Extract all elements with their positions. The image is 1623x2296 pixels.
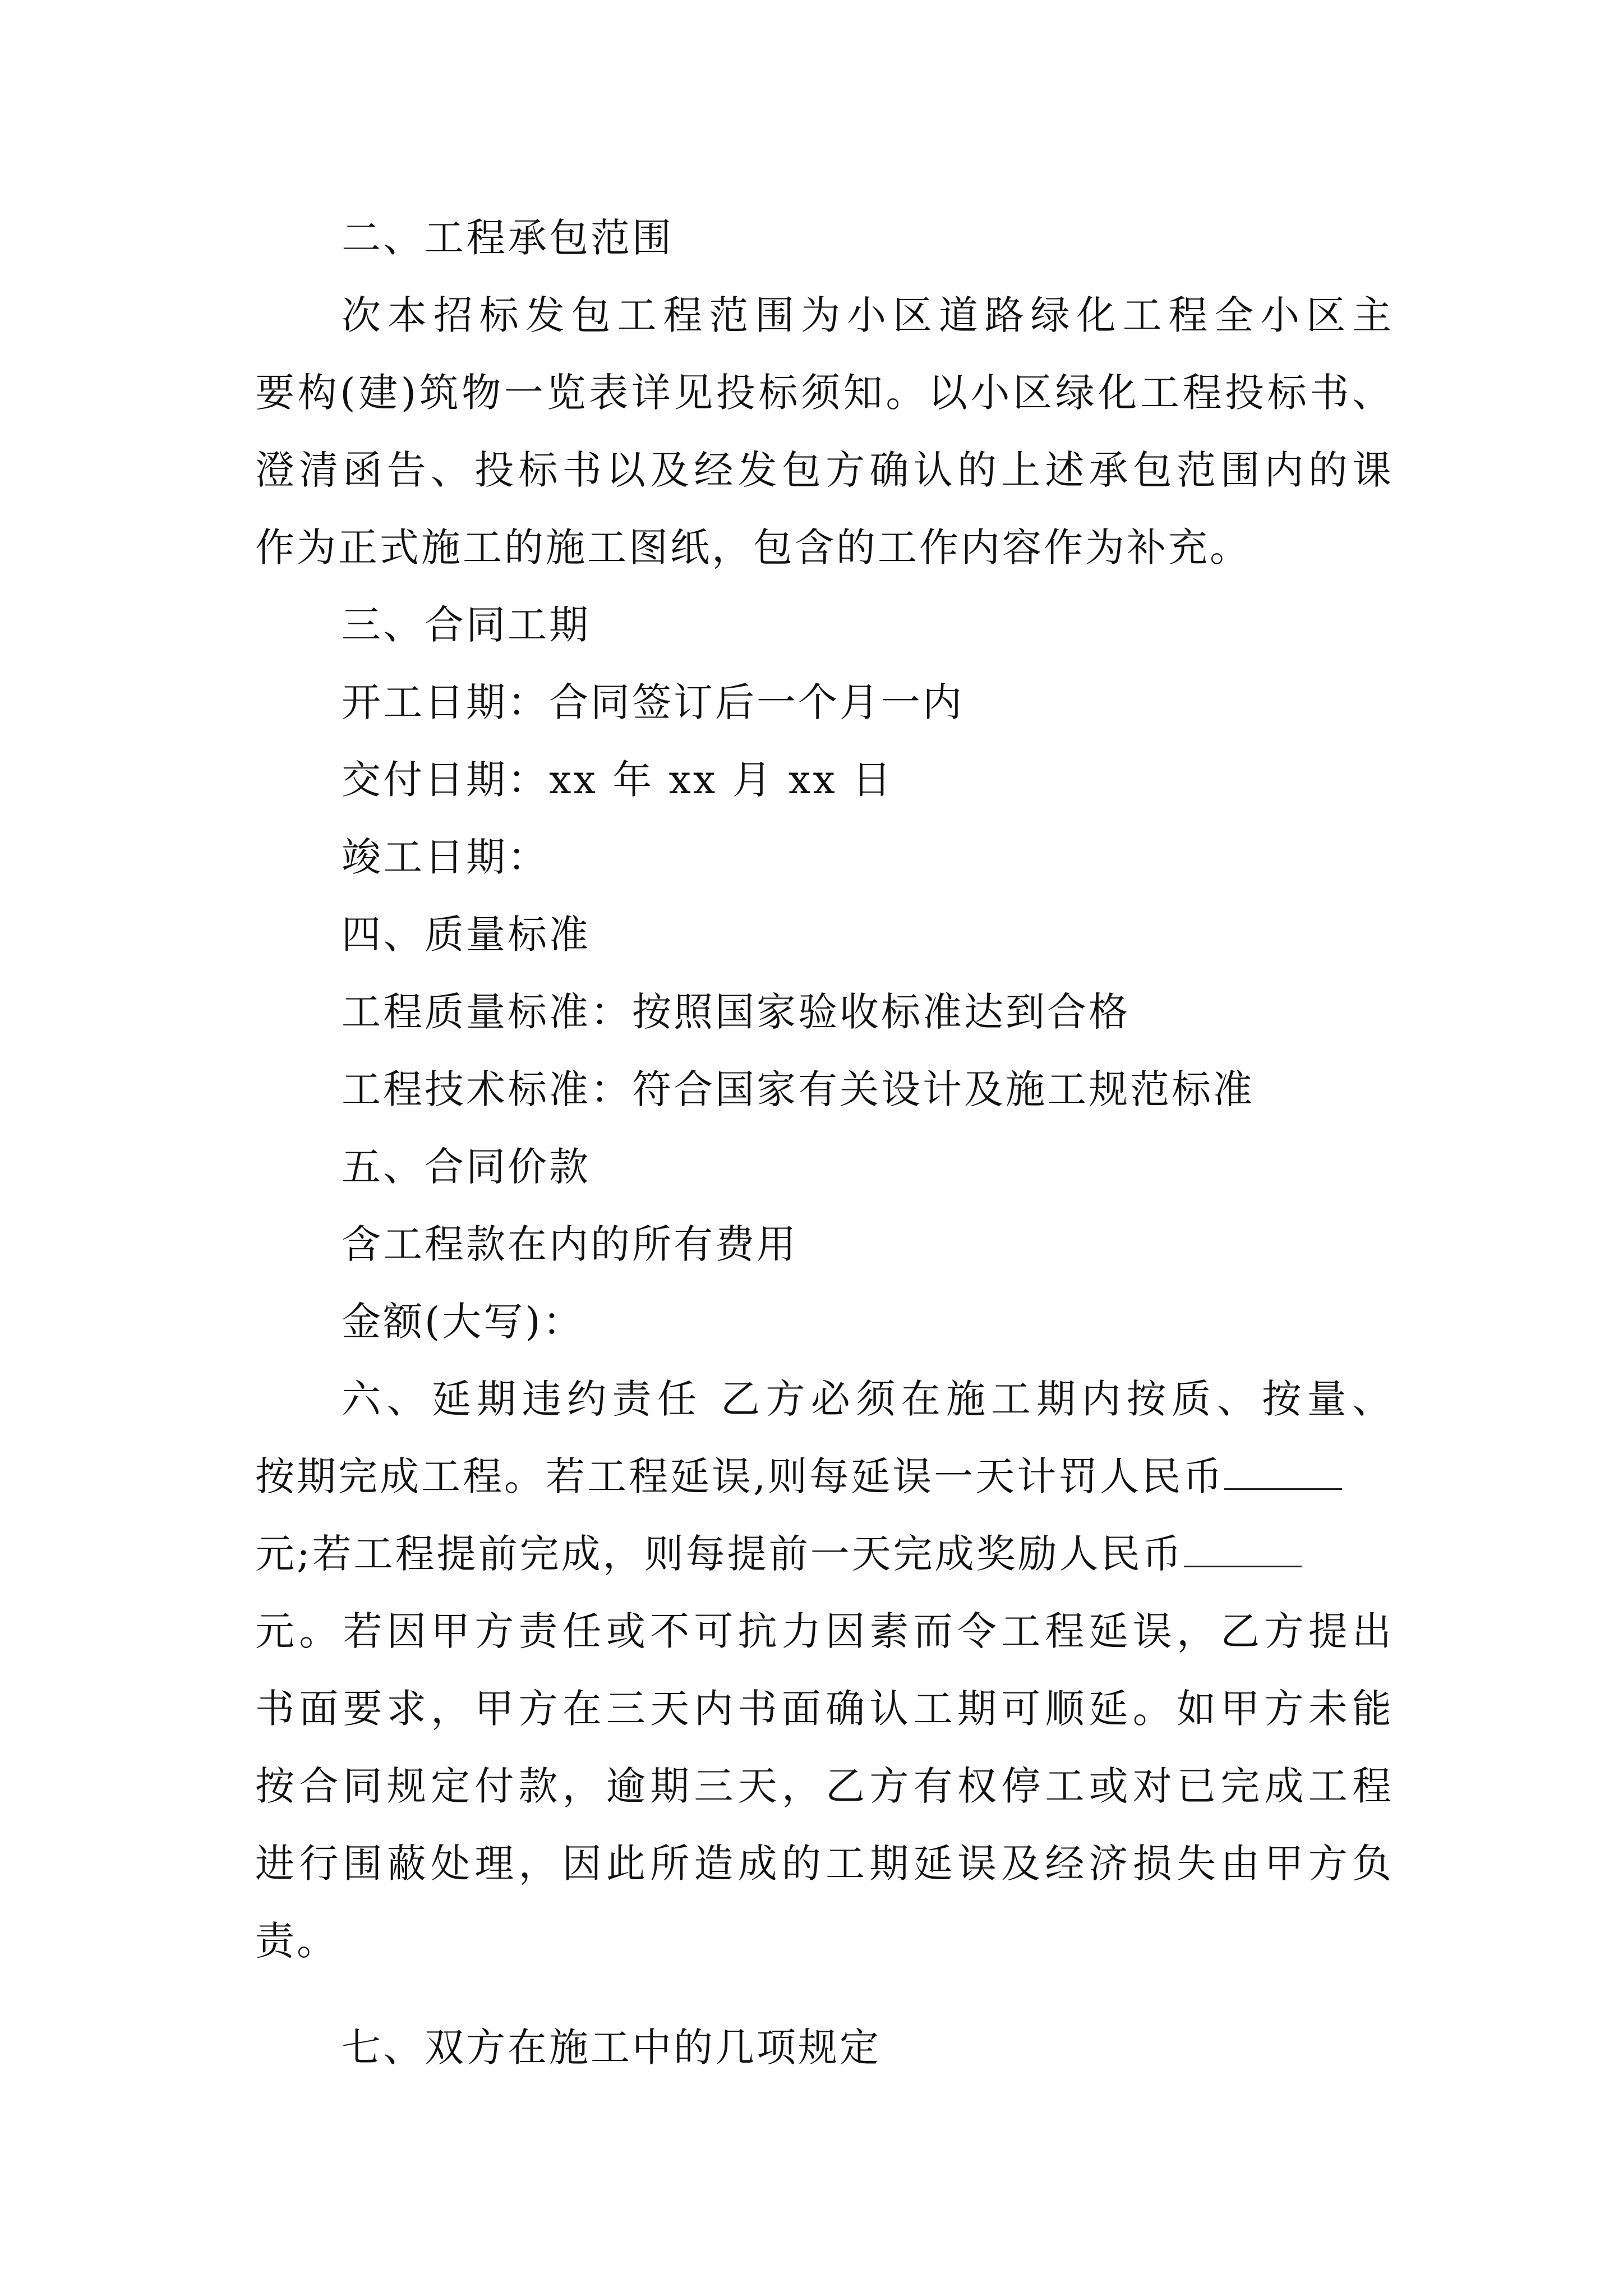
penalty-paragraph-line [255,1515,1394,1593]
penalty-paragraph-line: 六、延期违约责任 乙方必须在施工期内按质、按量、 [342,1376,1394,1422]
reward-text: 元;若工程提前完成，则每提前一天完成奖励人民币 [255,1531,1184,1577]
section-heading-price: 五、合同价款 [342,1144,591,1190]
section-heading-quality: 四、质量标准 [342,912,591,958]
section-heading-scope: 二、工程承包范围 [342,215,674,261]
reward-amount-blank [1184,1531,1302,1567]
quality-standard-line: 工程质量标准：按照国家验收标准达到合格 [342,989,1130,1035]
scope-paragraph-line: 澄清函告、投标书以及经发包方确认的上述承包范围内的课 [255,447,1394,493]
document-body [255,199,1394,2086]
section-heading-rules: 七、双方在施工中的几项规定 [342,2024,881,2070]
penalty-paragraph-line: 进行围蔽处理，因此所造成的工期延误及经济损失由甲方负 [255,1841,1394,1887]
amount-line: 金额(大写)： [342,1299,584,1345]
penalty-paragraph-line: 按合同规定付款，逾期三天，乙方有权停工或对已完成工程 [255,1763,1394,1809]
price-note-line: 含工程款在内的所有费用 [342,1221,798,1267]
start-date-line: 开工日期：合同签订后一个月一内 [342,679,964,725]
penalty-paragraph-line [255,1438,1394,1515]
completion-date-line: 竣工日期： [342,834,549,880]
penalty-paragraph-line: 责。 [255,1918,338,1964]
scope-paragraph-line: 作为正式施工的施工图纸，包含的工作内容作为补充。 [255,524,1251,570]
section-heading-duration: 三、合同工期 [342,602,591,648]
penalty-paragraph-line: 书面要求，甲方在三天内书面确认工期可顺延。如甲方未能 [255,1686,1394,1732]
scope-paragraph-line: 要构(建)筑物一览表详见投标须知。以小区绿化工程投标书、 [255,370,1394,416]
penalty-text: 按期完成工程。若工程延误,则每延误一天计罚人民币 [255,1453,1225,1499]
penalty-amount-blank [1224,1453,1342,1490]
penalty-paragraph-line: 元。若因甲方责任或不可抗力因素而令工程延误，乙方提出 [255,1608,1394,1654]
scope-paragraph-line: 次本招标发包工程范围为小区道路绿化工程全小区主 [342,292,1394,338]
delivery-date-line: 交付日期：xx 年 xx 月 xx 日 [342,757,894,803]
technical-standard-line: 工程技术标准：符合国家有关设计及施工规范标准 [342,1066,1255,1112]
